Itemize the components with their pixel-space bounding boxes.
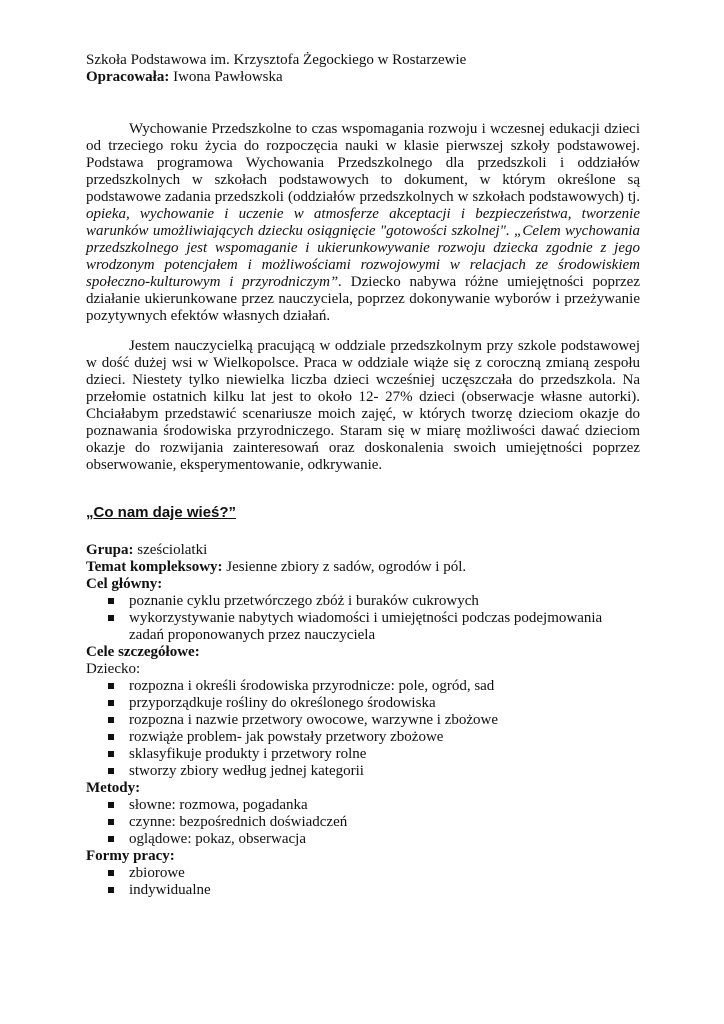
- intro-paragraph-2: Jestem nauczycielką pracującą w oddziale przedszkolnym przy szkole podstawowej w dość dużej wsi w Wielkopolsce. Praca w oddziale wiąże się z coroczną zmianą zespołu dzieci. Niestety tylko niewielka liczba dzieci wcześniej uczęszczała do przedszkola. Na przełomie ostatnich kilku lat jest to około 12- 27% dzieci (obserwacje własne autorki). Chciałabym przedstawić scenariusze moich zajęć, w których tworzę dzieciom okazje do poznawania środowiska przyrodniczego. Staram się w miarę możliwości dawać dzieciom okazje do rozwijania zainteresowań oraz doskonalenia swoich umiejętności poprzez obserwowanie, eksperymentowanie, odkrywanie.: [86, 338, 640, 473]
- group-value: sześciolatki: [133, 542, 208, 558]
- list-item: indywidualne: [86, 882, 640, 899]
- author-name: Iwona Pawłowska: [169, 69, 283, 85]
- list-item: czynne: bezpośrednich doświadczeń: [86, 814, 640, 831]
- list-item: oglądowe: pokaz, obserwacja: [86, 831, 640, 848]
- main-goal-heading: Cel główny:: [86, 576, 163, 592]
- methods-heading: Metody:: [86, 780, 141, 796]
- list-item: wykorzystywanie nabytych wiadomości i umiejętności podczas podejmowania zadań proponowanych przez nauczyciela: [86, 610, 640, 644]
- methods-list: [86, 797, 640, 848]
- document-page: [86, 52, 640, 899]
- author-line: [86, 69, 640, 86]
- author-label: Opracowała:: [86, 69, 170, 85]
- topic-value: Jesienne zbiory z sadów, ogrodów i pól.: [222, 559, 467, 575]
- list-item: słowne: rozmowa, pogadanka: [86, 797, 640, 814]
- list-item: sklasyfikuje produkty i przetwory rolne: [86, 746, 640, 763]
- list-item: rozpozna i określi środowiska przyrodnicze: pole, ogród, sad: [86, 678, 640, 695]
- forms-list: [86, 865, 640, 899]
- child-label: Dziecko:: [86, 661, 141, 677]
- detailed-goals-heading: Cele szczegółowe:: [86, 644, 200, 660]
- school-name: Szkoła Podstawowa im. Krzysztofa Żegockiego w Rostarzewie: [86, 52, 467, 68]
- lesson-details: [86, 542, 640, 899]
- intro-p1-text-2: Dziecko nabywa różne umiejętności poprzez działanie ukierunkowane przez nauczyciela, poprzez dokonywanie wyborów i przeżywanie pozytywnych efektów własnych działań.: [86, 274, 640, 324]
- forms-heading: Formy pracy:: [86, 848, 175, 864]
- lesson-title: „Co nam daje wieś?”: [86, 504, 237, 521]
- intro-p1-text-1: Wychowanie Przedszkolne to czas wspomagania rozwoju i wczesnej edukacji dzieci od trzeciego roku życia do rozpoczęcia nauki w klasie pierwszej szkoły podstawowej. Podstawa programowa Wychowania Przedszkolnego dla przedszkoli i oddziałów przedszkolnych w szkołach podstawowych to dokument, w którym określone są podstawowe zadania przedszkoli (oddziałów przedszkolnych w szkołach podstawowych) tj.: [86, 121, 640, 205]
- detailed-goals-list: [86, 678, 640, 780]
- group-label: Grupa:: [86, 542, 134, 558]
- topic-line: [86, 559, 640, 576]
- topic-label: Temat kompleksowy:: [86, 559, 223, 575]
- list-item: rozwiąże problem- jak powstały przetwory zbożowe: [86, 729, 640, 746]
- group-line: [86, 542, 640, 559]
- list-item: stworzy zbiory według jednej kategorii: [86, 763, 640, 780]
- main-goals-list: [86, 593, 640, 644]
- list-item: poznanie cyklu przetwórczego zbóż i buraków cukrowych: [86, 593, 640, 610]
- intro-p1-quote: opieka, wychowanie i uczenie w atmosferze akceptacji i bezpieczeństwa, tworzenie warunków umożliwiających dziecku osiągnięcie "gotowości szkolnej". „Celem wychowania przedszkolnego jest wspomaganie i ukierunkowywanie rozwoju dziecka zgodnie z jego wrodzonym potencjałem i możliwościami rozwojowymi w relacjach ze środowiskiem społeczno-kulturowym i przyrodniczym”.: [86, 206, 640, 290]
- list-item: przyporządkuje rośliny do określonego środowiska: [86, 695, 640, 712]
- list-item: zbiorowe: [86, 865, 640, 882]
- intro-paragraph-1: [86, 121, 640, 325]
- list-item: rozpozna i nazwie przetwory owocowe, warzywne i zbożowe: [86, 712, 640, 729]
